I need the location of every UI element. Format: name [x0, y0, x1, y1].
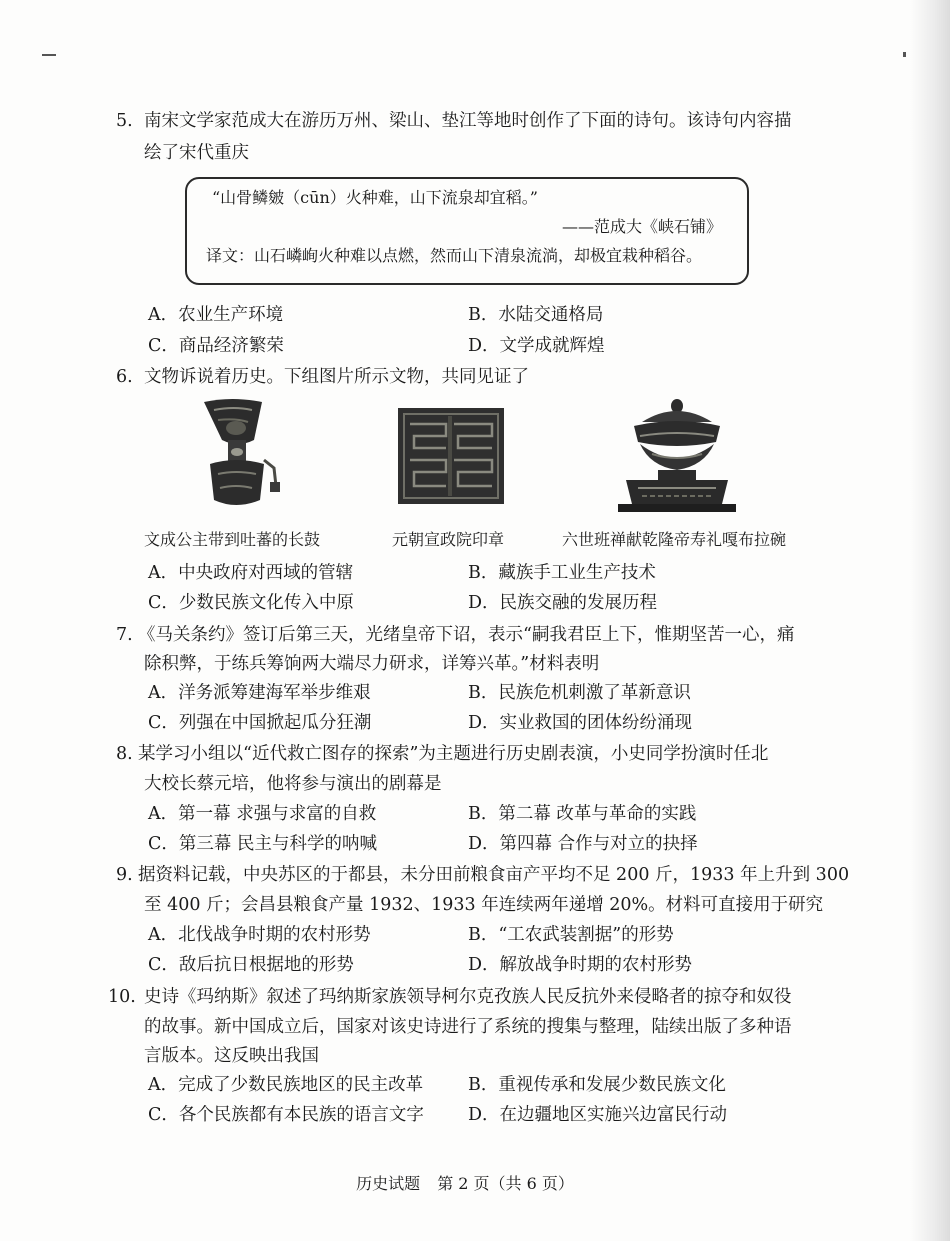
question-5-stem-line-1: 南宋文学家范成大在游历万州、梁山、垫江等地时创作了下面的诗句。该诗句内容描 — [144, 111, 792, 131]
question-5-option-b[interactable]: B．水陆交通格局 — [468, 305, 604, 325]
question-7-stem-line-1: 《马关条约》签订后第三天，光绪皇帝下诏，表示“嗣我君臣上下，惟期坚苦一心，痛 — [138, 625, 795, 645]
question-6-option-b[interactable]: B．藏族手工业生产技术 — [468, 563, 656, 583]
question-9-option-c[interactable]: C．敌后抗日根据地的形势 — [148, 955, 354, 975]
page-footer — [0, 1172, 930, 1196]
question-9-stem-line-2: 至 400 斤；会昌县粮食产量 1932、1933 年连续两年递增 20%。材料可直接用于研究 — [144, 895, 824, 915]
question-9-option-b[interactable]: B．“工农武装割据”的形势 — [468, 925, 674, 945]
page-edge-shadow — [910, 0, 950, 1241]
caption-bowl: 六世班禅献乾隆帝寿礼嘎布拉碗 — [562, 530, 787, 549]
question-5-option-c[interactable]: C．商品经济繁荣 — [148, 336, 284, 356]
kapala-bowl-artifact-icon — [612, 396, 742, 516]
question-10-option-d[interactable]: D．在边疆地区实施兴边富民行动 — [468, 1105, 728, 1125]
scan-mark-left — [42, 54, 56, 56]
question-9-number: 9. — [116, 865, 133, 885]
question-8-stem-line-1: 某学习小组以“近代救亡图存的探索”为主题进行历史剧表演，小史同学扮演时任北 — [138, 744, 769, 764]
poem-source: ——范成大《峡石铺》 — [562, 217, 723, 236]
seal-artifact-icon — [396, 406, 506, 506]
question-8-stem-line-2: 大校长蔡元培，他将参与演出的剧幕是 — [144, 774, 442, 794]
question-10-option-a[interactable]: A．完成了少数民族地区的民主改革 — [148, 1075, 424, 1095]
question-7-option-a[interactable]: A．洋务派筹建海军举步维艰 — [148, 683, 371, 703]
question-9-option-a[interactable]: A．北伐战争时期的农村形势 — [148, 925, 371, 945]
question-10-option-b[interactable]: B．重视传承和发展少数民族文化 — [468, 1075, 726, 1095]
question-7-option-d[interactable]: D．实业救国的团体纷纷涌现 — [468, 713, 693, 733]
question-7-option-b[interactable]: B．民族危机刺激了革新意识 — [468, 683, 691, 703]
scan-mark-right — [903, 52, 906, 57]
question-8-option-d[interactable]: D．第四幕 合作与对立的抉择 — [468, 834, 698, 854]
question-6-option-d[interactable]: D．民族交融的发展历程 — [468, 593, 658, 613]
question-5-option-a[interactable]: A．农业生产环境 — [148, 305, 284, 325]
question-8-option-c[interactable]: C．第三幕 民主与科学的呐喊 — [148, 834, 377, 854]
question-5-option-d[interactable]: D．文学成就辉煌 — [468, 336, 605, 356]
question-9-option-d[interactable]: D．解放战争时期的农村形势 — [468, 955, 693, 975]
question-6-stem: 文物诉说着历史。下组图片所示文物，共同见证了 — [144, 367, 529, 387]
long-drum-artifact-icon — [190, 396, 290, 516]
question-7-number: 7. — [116, 625, 133, 645]
question-10-stem-line-2: 的故事。新中国成立后，国家对该史诗进行了系统的搜集与整理，陆续出版了多种语 — [144, 1017, 792, 1037]
question-6-number: 6. — [116, 367, 133, 387]
question-8-option-b[interactable]: B．第二幕 改革与革命的实践 — [468, 804, 697, 824]
question-7-option-c[interactable]: C．列强在中国掀起瓜分狂潮 — [148, 713, 372, 733]
question-5-stem-line-2: 绘了宋代重庆 — [144, 143, 249, 163]
poem-translation: 译文：山石嶙峋火种难以点燃，然而山下清泉流淌，却极宜栽种稻谷。 — [206, 246, 703, 265]
footer-subject: 历史试题 — [356, 1174, 421, 1193]
question-10-stem-line-3: 言版本。这反映出我国 — [144, 1046, 319, 1066]
question-8-number: 8. — [116, 744, 133, 764]
question-10-option-c[interactable]: C．各个民族都有本民族的语言文字 — [148, 1105, 424, 1125]
question-6-option-a[interactable]: A．中央政府对西域的管辖 — [148, 563, 354, 583]
question-7-stem-line-2: 除积弊，于练兵筹饷两大端尽力研求，详筹兴革。”材料表明 — [144, 654, 600, 674]
question-10-number: 10. — [108, 987, 136, 1007]
question-8-option-a[interactable]: A．第一幕 求强与求富的自救 — [148, 804, 377, 824]
caption-drum: 文成公主带到吐蕃的长鼓 — [144, 530, 321, 549]
question-6-option-c[interactable]: C．少数民族文化传入中原 — [148, 593, 354, 613]
poem-text: “山骨鳞皴（cūn）火种难，山下流泉却宜稻。” — [212, 188, 538, 207]
question-9-stem-line-1: 据资料记载，中央苏区的于都县，未分田前粮食亩产平均不足 200 斤，1933 年上升到 300 — [138, 865, 850, 885]
question-10-stem-line-1: 史诗《玛纳斯》叙述了玛纳斯家族领导柯尔克孜族人民反抗外来侵略者的掠夺和奴役 — [144, 987, 792, 1007]
question-5-number: 5. — [116, 111, 133, 131]
caption-seal: 元朝宣政院印章 — [392, 530, 505, 549]
footer-page-number: 第 2 页（共 6 页） — [437, 1174, 574, 1193]
